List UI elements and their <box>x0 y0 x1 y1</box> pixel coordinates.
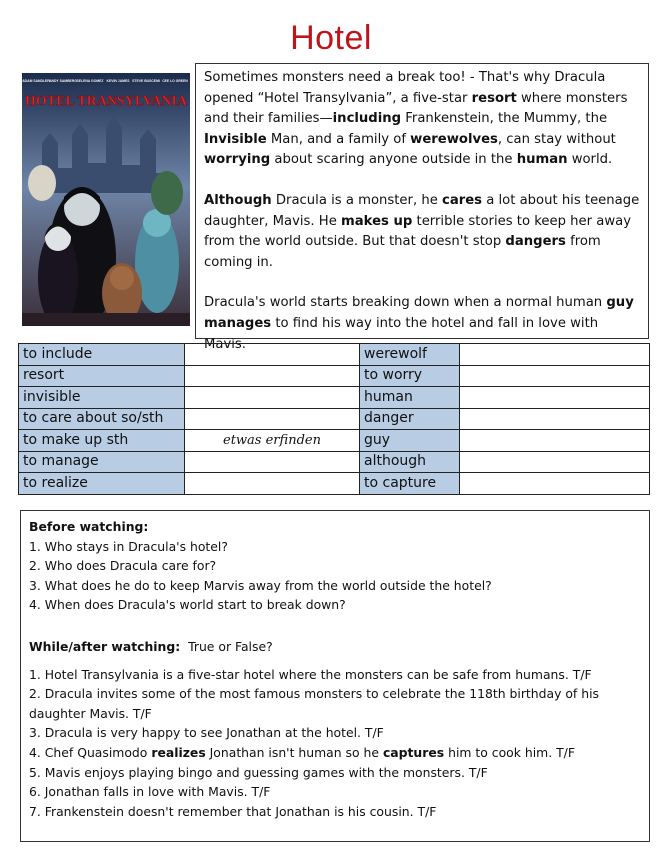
text-segment: him to cook him. T/F <box>444 744 575 760</box>
text-segment: from coming in. <box>204 234 601 270</box>
true-false-statements <box>29 665 641 822</box>
true-false-statement <box>29 723 641 743</box>
poster-actor-2: ANDY SAMBERG <box>49 79 77 83</box>
poster-actor-5: STEVE BUSCEMI <box>132 79 160 83</box>
vocab-word-left: invisible <box>19 387 185 409</box>
vocab-answer-left[interactable] <box>185 408 360 430</box>
true-false-statement <box>29 763 641 783</box>
vocab-row <box>19 344 650 366</box>
text-segment: Man, and a family of <box>266 131 411 147</box>
vocab-answer-left[interactable] <box>185 473 360 495</box>
before-question: 1. Who stays in Dracula's hotel? <box>29 538 228 554</box>
bold-keyword: werewolves <box>410 131 498 147</box>
bold-keyword: Invisible <box>204 131 267 147</box>
text-segment: 5. Mavis enjoys playing bingo and guessing games with the monsters. T/F <box>29 764 488 780</box>
vocab-answer-right[interactable] <box>460 344 650 366</box>
text-segment: 6. Jonathan falls in love with Mavis. T/F <box>29 784 271 800</box>
vocab-answer-right[interactable] <box>460 408 650 430</box>
vocab-word-left: to manage <box>19 451 185 473</box>
text-segment: a lot about his teenage daughter, Mavis. He <box>204 192 640 229</box>
text-segment: terrible stories to keep her away from the world outside. But that doesn't stop <box>204 213 632 250</box>
text-segment: Frankenstein, the Mummy, the <box>401 111 608 127</box>
intro-paragraph-2 <box>204 191 640 273</box>
before-watching-questions <box>29 537 641 615</box>
bold-keyword: dangers <box>505 234 566 250</box>
vocabulary-table <box>18 343 650 495</box>
text-segment: 3. Dracula is very happy to see Jonathan at the hotel. T/F <box>29 725 384 741</box>
vocab-word-right: to worry <box>360 365 460 387</box>
text-segment: , can stay without <box>497 131 616 147</box>
while-watching-heading: While/after watching: <box>29 638 181 654</box>
vocab-answer-left[interactable] <box>185 365 360 387</box>
poster-art <box>22 73 190 326</box>
true-false-statement <box>29 802 641 822</box>
intro-paragraph-1 <box>204 68 640 171</box>
vocab-row <box>19 365 650 387</box>
vocab-answer-right[interactable] <box>460 451 650 473</box>
vocab-word-right: to capture <box>360 473 460 495</box>
vocab-word-right: although <box>360 451 460 473</box>
vocab-answer-right[interactable] <box>460 473 650 495</box>
bold-keyword: makes up <box>341 213 413 229</box>
vocab-word-right: werewolf <box>360 344 460 366</box>
movie-poster <box>22 73 190 326</box>
vocab-row <box>19 408 650 430</box>
vocab-answer-right[interactable] <box>460 365 650 387</box>
text-segment: 7. Frankenstein doesn't remember that Jonathan is his cousin. T/F <box>29 803 437 819</box>
true-false-statement <box>29 665 641 685</box>
vocab-answer-left[interactable] <box>185 451 360 473</box>
bold-keyword: guy <box>606 295 634 311</box>
bold-keyword: captures <box>382 744 445 760</box>
questions-box <box>20 510 650 842</box>
bold-keyword: Although <box>204 192 272 208</box>
while-watching-heading-line <box>29 637 641 657</box>
vocab-word-left: resort <box>19 365 185 387</box>
text-segment: Sometimes monsters need a break too! - That's why Dracula opened “Hotel Transylvania”, a five-star <box>204 70 606 106</box>
vocab-word-left: to make up sth <box>19 430 185 452</box>
vocab-word-left: to realize <box>19 473 185 495</box>
true-false-statement <box>29 743 641 763</box>
before-question: 4. When does Dracula's world start to break down? <box>29 597 346 613</box>
bold-keyword: including <box>332 111 402 127</box>
poster-actor-1: ADAM SANDLER <box>22 79 50 83</box>
before-watching-heading: Before watching: <box>29 519 149 534</box>
text-segment: 2. Dracula invites some of the most famous monsters to celebrate the 118th birthday of his <box>29 686 599 702</box>
text-segment: where monsters and their families— <box>204 90 628 127</box>
vocab-answer-right[interactable] <box>460 430 650 452</box>
before-question: 2. Who does Dracula care for? <box>29 558 217 574</box>
vocab-row <box>19 451 650 473</box>
vocab-word-left: to care about so/sth <box>19 408 185 430</box>
text-segment: 1. Hotel Transylvania is a five-star hotel where the monsters can be safe from humans. T/F <box>29 666 592 682</box>
text-segment: world. <box>567 152 613 168</box>
vocab-word-right: guy <box>360 430 460 452</box>
true-false-statement <box>29 782 641 802</box>
text-segment: about scaring anyone outside in the <box>270 152 517 168</box>
before-question: 3. What does he do to keep Marvis away from the world outside the hotel? <box>29 577 492 593</box>
page-title: Hotel <box>290 19 372 57</box>
vocab-row <box>19 473 650 495</box>
text-segment: Dracula's world starts breaking down when a normal human <box>204 295 607 311</box>
vocab-row <box>19 430 650 452</box>
text-segment: Jonathan isn't human so he <box>205 744 383 760</box>
poster-actor-6: CEE LO GREEN <box>162 79 188 83</box>
vocab-answer-right[interactable] <box>460 387 650 409</box>
bold-keyword: realizes <box>151 744 206 760</box>
poster-actor-3: SELENA GOMEZ <box>76 79 104 83</box>
text-segment: Dracula is a monster, he <box>271 192 442 208</box>
intro-text-box <box>195 63 649 352</box>
vocab-answer-left[interactable] <box>185 344 360 366</box>
bold-keyword: worrying <box>204 152 271 168</box>
vocab-word-right: danger <box>360 408 460 430</box>
bold-keyword: human <box>516 152 568 168</box>
vocab-word-left: to include <box>19 344 185 366</box>
bold-keyword: cares <box>442 192 483 208</box>
poster-movie-title: HOTEL TRANSYLVANIA <box>25 94 187 109</box>
true-false-instruction: True or False? <box>188 638 273 654</box>
text-segment: 4. Chef Quasimodo <box>29 744 152 760</box>
vocab-answer-left[interactable]: etwas erfinden <box>185 430 360 452</box>
vocab-answer-left[interactable] <box>185 387 360 409</box>
bold-keyword: manages <box>204 315 272 331</box>
text-segment: to find his way into the hotel and fall in love with Mavis. <box>204 315 599 352</box>
vocab-word-right: human <box>360 387 460 409</box>
true-false-statement <box>29 684 641 704</box>
poster-actor-4: KEVIN JAMES <box>106 79 130 83</box>
bold-keyword: resort <box>471 90 517 106</box>
true-false-statement <box>29 704 641 724</box>
text-segment: daughter Mavis. T/F <box>29 705 152 721</box>
vocab-row <box>19 387 650 409</box>
